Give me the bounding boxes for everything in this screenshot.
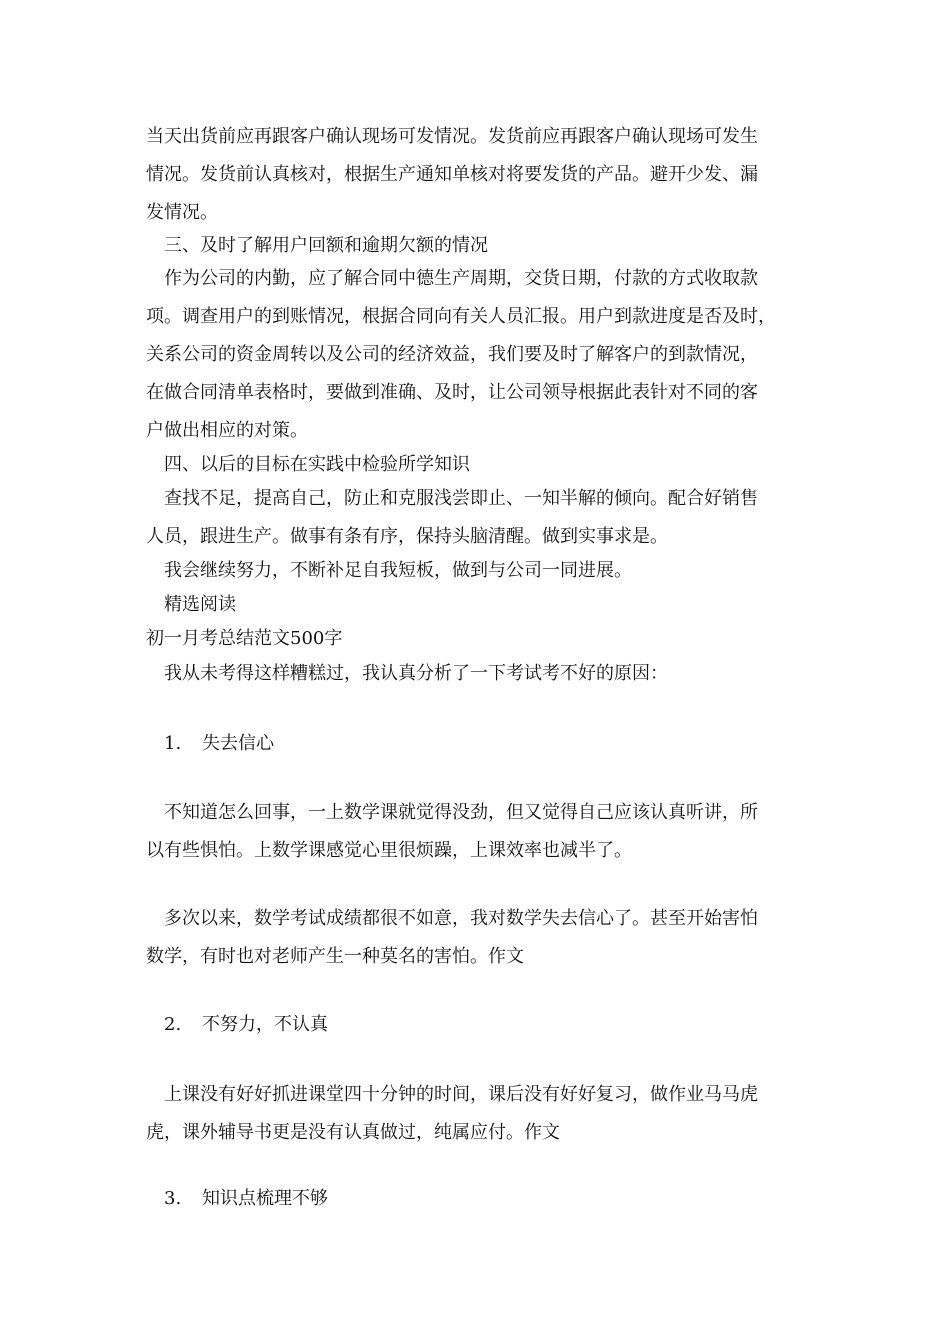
paragraph-line: 查找不足，提高自己，防止和克服浅尝即止、一知半解的倾向。配合好销售 xyxy=(164,488,758,509)
paragraph-line: 户做出相应的对策。 xyxy=(146,420,308,441)
list-number: 2. xyxy=(164,1014,182,1035)
paragraph-line: 关系公司的资金周转以及公司的经济效益，我们要及时了解客户的到款情况， xyxy=(146,344,758,365)
paragraph-line: 多次以来，数学考试成绩都很不如意，我对数学失去信心了。甚至开始害怕 xyxy=(164,908,758,929)
paragraph-line: 情况。发货前认真核对，根据生产通知单核对将要发货的产品。避开少发、漏 xyxy=(146,164,758,185)
list-item-text: 失去信心 xyxy=(202,733,274,754)
list-item-text: 不努力，不认真 xyxy=(202,1014,328,1035)
paragraph-line: 人员，跟进生产。做事有条有序，保持头脑清醒。做到实事求是。 xyxy=(146,526,668,547)
article-title: 初一月考总结范文500字 xyxy=(146,628,343,649)
paragraph-line: 我会继续努力，不断补足自我短板，做到与公司一同进展。 xyxy=(164,560,632,581)
list-number: 1. xyxy=(164,733,182,754)
list-item xyxy=(164,1190,328,1208)
paragraph-line: 虎，课外辅导书更是没有认真做过，纯属应付。作文 xyxy=(146,1122,560,1143)
paragraph-line: 以有些惧怕。上数学课感觉心里很烦躁，上课效率也减半了。 xyxy=(146,840,632,861)
list-item-text: 知识点梳理不够 xyxy=(202,1188,328,1209)
list-number: 3. xyxy=(164,1188,182,1209)
paragraph-line: 当天出货前应再跟客户确认现场可发情况。发货前应再跟客户确认现场可发生 xyxy=(146,126,758,147)
list-item xyxy=(164,735,274,753)
paragraph-line: 上课没有好好抓进课堂四十分钟的时间，课后没有好好复习，做作业马马虎 xyxy=(164,1084,758,1105)
section-heading: 四、以后的目标在实践中检验所学知识 xyxy=(164,454,470,475)
paragraph-line: 在做合同清单表格时，要做到准确、及时，让公司领导根据此表针对不同的客 xyxy=(146,382,758,403)
recommended-label: 精选阅读 xyxy=(164,594,236,615)
paragraph-line: 作为公司的内勤，应了解合同中德生产周期，交货日期，付款的方式收取款 xyxy=(164,268,758,289)
paragraph-line: 我从未考得这样糟糕过，我认真分析了一下考试考不好的原因： xyxy=(164,663,668,684)
paragraph-line: 数学，有时也对老师产生一种莫名的害怕。作文 xyxy=(146,946,524,967)
list-item xyxy=(164,1016,328,1034)
paragraph-line: 不知道怎么回事，一上数学课就觉得没劲，但又觉得自己应该认真听讲，所 xyxy=(164,802,758,823)
paragraph-line: 项。调查用户的到账情况，根据合同向有关人员汇报。用户到款进度是否及时， xyxy=(146,306,776,327)
paragraph-line: 发情况。 xyxy=(146,202,218,223)
section-heading: 三、及时了解用户回额和逾期欠额的情况 xyxy=(164,235,488,256)
